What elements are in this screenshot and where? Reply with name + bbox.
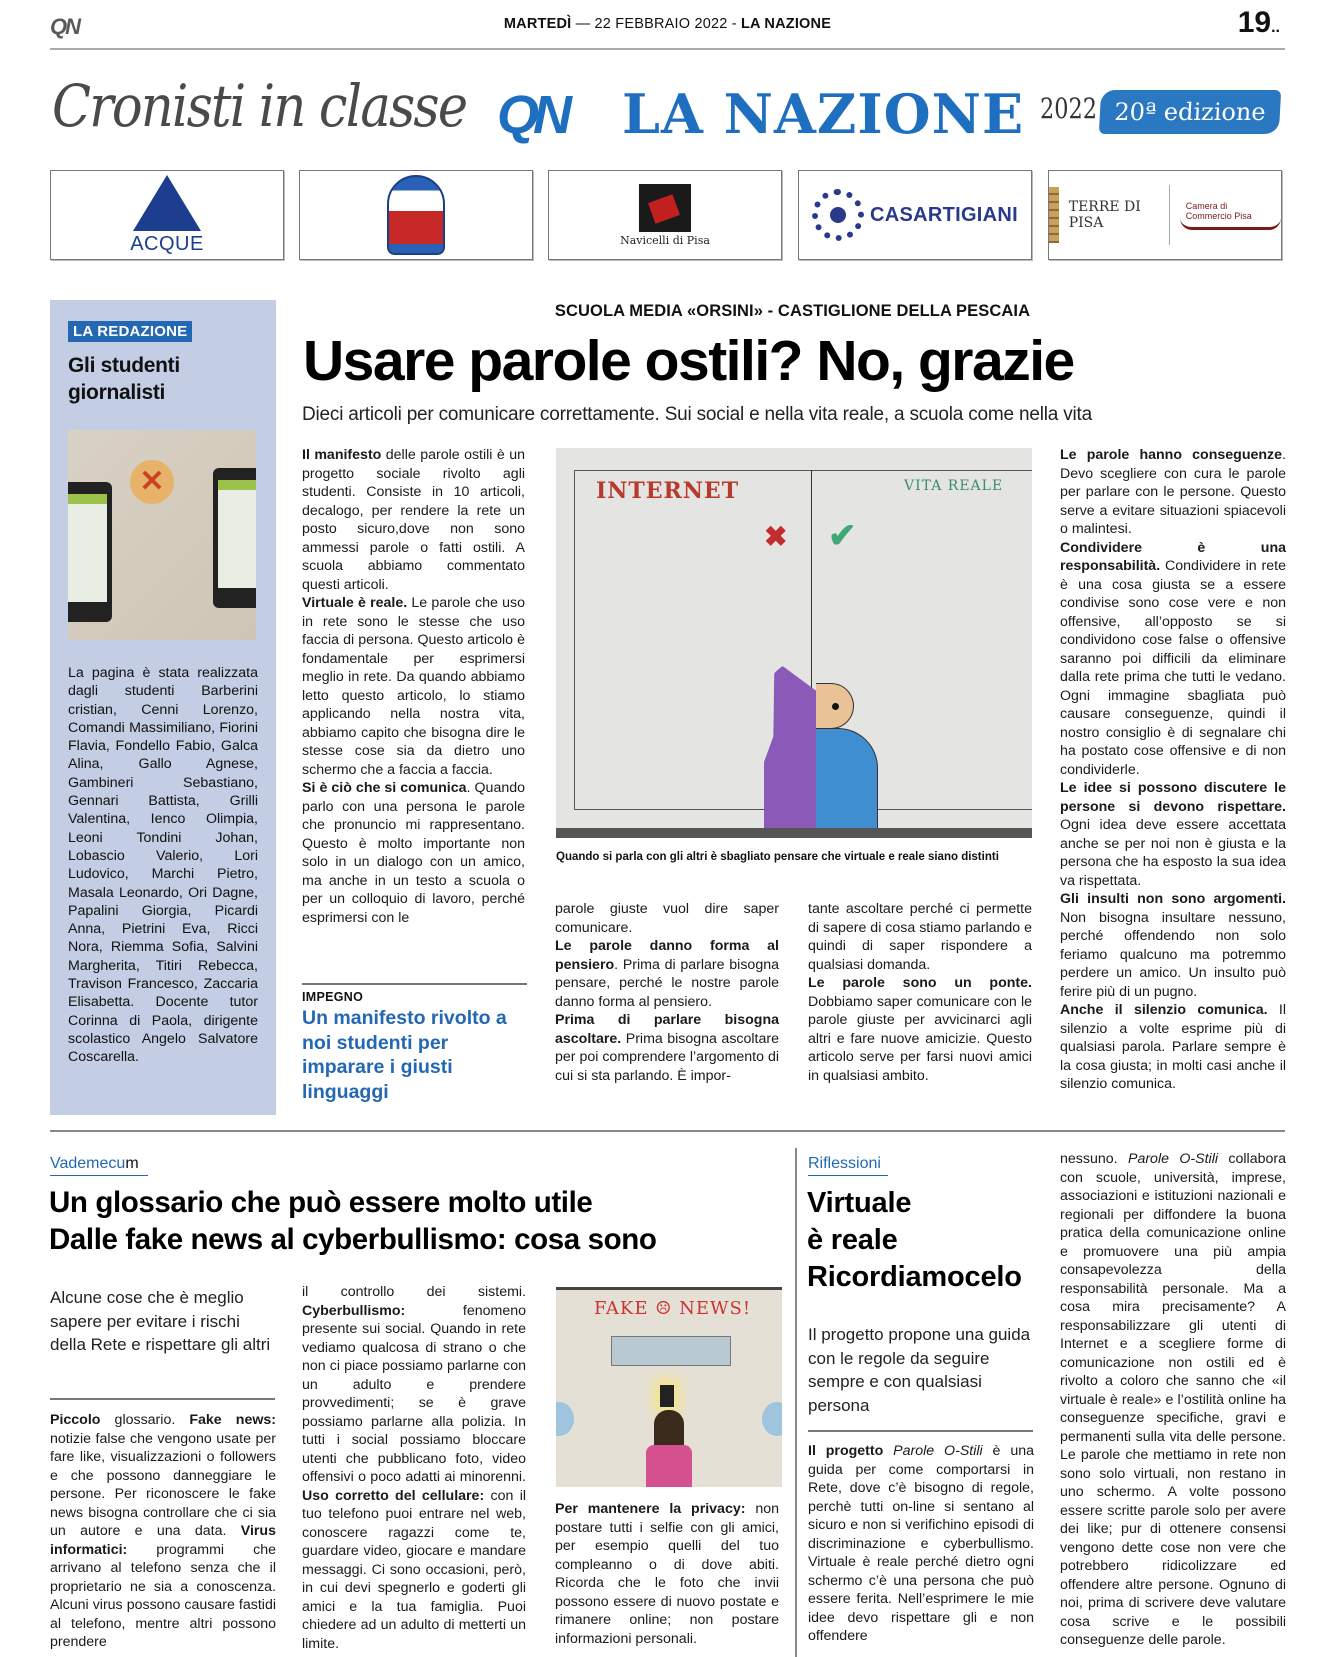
chamber-of-commerce-logo: Camera di Commercio Pisa <box>1180 201 1281 230</box>
phone-icon <box>660 1385 674 1407</box>
checkmark-icon: ✔ <box>828 517 857 555</box>
article-kicker: SCUOLA MEDIA «ORSINI» - CASTIGLIONE DELLA PESCAIA <box>554 302 1031 320</box>
phone-drawing-icon <box>68 482 112 622</box>
article-column-1: Il manifesto delle parole ostili è un progetto sociale rivolto agli studenti. Consiste in 10 articoli, decalogo, per rendere la rete un posto sicuro,dove non sono ammessi parole o fatti ostili. A scuola abbiamo commentato questi articoli. Virtuale è reale. Le parole che uso in rete sono le stesse che uso faccia di persona. Questo articolo è fondamentale per esprimersi meglio in rete. Da quando abbiamo letto questo articolo, lo stiamo applicando nella nostra vita, abbiamo capito che bisogna dire le stesse cose sia da dietro uno schermo che a faccia a faccia. Si è ciò che si comunica. Quando parlo con una persona le parole che pronuncio mi rappresentano. Questo è molto importante non solo in un dialogo con un amico, ma anche in un testo a scuola o per un colloquio di lavoro, perché esprimersi con le <box>302 447 526 926</box>
sidebar-photo <box>68 430 256 640</box>
section-label-riflessioni: Riflessioni <box>808 1155 881 1172</box>
leaning-tower-logo-icon <box>1049 187 1059 243</box>
edition-year: 2022 <box>1040 92 1098 125</box>
article-column-2: parole giuste vuol dire saper comunicare. Le parole danno forma al pensiero. Prima di parlare bisogna pensare, perché le nostre parole danno forma al pensiero. Prima di parlare bisogna ascoltare. Prima bisogna ascoltare per poi comprendere l’argomento di cui si sta parlando. È impor- <box>555 901 779 1084</box>
article-column-4: Le parole hanno conseguenze. Devo scegliere con cura le parole per parlare con le persone. Questo serve a evitare situazioni spiacevoli o malintesi. Condividere è una responsabilità. Condividere in rete è una cosa giusta se a essere condivise sono cose vere e non offensive, all’opposto se si condividono cose false o offensive saranno poi difficili da eliminare dalla rete prima che tutti le vedano. Ogni immagine sbagliata può causare conseguenze, quindi il nostro consiglio è di segnalare chi ha postato cose offensive e di non condividerle. Le idee si possono discutere le persone si devono rispettare. Ogni idea deve essere accettata anche se per noi non è giusta e la persona che ha esposto la sua idea va rispettata. Gli insulti non sono argomenti. Non bisogna insultare nessuno, perché offendendo non solo feriamo qualcuno ma potremmo perdere un amico. Un insulto può ferire più di un pugno. Anche il silenzio comunica. Il silenzio a volte esprime più di qualsiasi parola. Parlare sempre è la cosa giusta; in molti casi anche il silenzio comunica. <box>1060 447 1286 1092</box>
sidebar-title: Gli studenti giornalisti <box>68 354 180 404</box>
edition-badge: 20ª edizione <box>1099 90 1281 134</box>
article-headline: Usare parole ostili? No, grazie <box>303 329 1074 393</box>
page-number: 19.. <box>1237 6 1280 39</box>
phone-drawing-icon <box>213 468 256 608</box>
triangle-wave-logo-icon <box>133 175 201 231</box>
weekday: MARTEDÌ <box>503 16 572 32</box>
reflections-intro: Il progetto propone una guida con le regole da seguire sempre e con qualsiasi persona <box>808 1325 1031 1415</box>
x-mark-icon: ✕ <box>130 460 174 504</box>
pullquote-label: IMPEGNO <box>302 990 364 1004</box>
glossary-column-2: il controllo dei sistemi. Cyberbullismo: fenomeno presente sui social. Quando in rete vediamo qualcosa di strano o che non ci piace possiamo parlarne con un adulto e prendere provvedimenti; se è grave possiamo parlarne alla polizia. In tutti i social possiamo bloccare utenti che pubblicano foto, video offensivi o poco adatti ai minorenni. Uso corretto del cellulare: con il tuo telefono puoi entrare nel web, conoscere ragazzi come te, guardare video, giocare e mandare messaggi. Ci sono occasioni, però, in cui devi spegnerlo e goderti gli amici e la tua famiglia. Puoi chiedere ad un adulto di metterti un limite. <box>302 1284 527 1652</box>
glossary-intro: Alcune cose che è meglio sapere per evitare i rischi della Rete e rispettare gli altri <box>50 1288 271 1354</box>
sponsor-golf-club <box>299 170 533 260</box>
paper-name: LA NAZIONE <box>741 16 832 32</box>
column-divider <box>795 1148 797 1657</box>
pullquote-text: Un manifesto rivolto a noi studenti per imparare i giusti linguaggi <box>302 1007 507 1103</box>
article-photo: INTERNET VITA REALE ✖ ✔ <box>556 448 1032 838</box>
glossary-column-1: Piccolo glossario. Fake news: notizie false che vengono usate per fare like, visualizzazioni o followers e che possono danneggiare le persone. Per riconoscere le fake news bisogna controllare che ci sia un autore e una data. Virus informatici: programmi che arrivano al telefono senza che il proprietario ne sia a conoscenza. Alcuni virus possono causare fastidi al telefono, mentre altri possono prendere <box>50 1412 276 1650</box>
navicelli-logo-icon <box>639 184 691 232</box>
qn-logo: QN <box>497 85 566 145</box>
sponsor-casartigiani: CASARTIGIANI <box>798 170 1032 260</box>
girl-figure <box>646 1445 692 1487</box>
sponsor-terre-di-pisa: TERRE DI PISA Camera di Commercio Pisa <box>1048 170 1282 260</box>
section-badge: LA REDAZIONE <box>68 321 192 342</box>
sponsor-acque: ACQUE <box>50 170 284 260</box>
glossary-headline: Un glossario che può essere molto utile Dalle fake news al cyberbullismo: cosa sono <box>49 1186 657 1256</box>
issue-date: 22 FEBBRAIO 2022 <box>594 16 728 32</box>
fake-news-photo: FAKE ☹ NEWS! <box>556 1287 782 1487</box>
qn-small-logo: QN <box>50 14 79 39</box>
ship-wheel-logo-icon <box>812 189 864 241</box>
glossary-column-3: Per mantenere la privacy: non postare tutti i selfie con gli amici, per esempio quelli del tuo compleanno o di dove abiti. Ricorda che le foto che invii possono essere di nuovo postate e rimanere online; non postare informazioni personali. <box>555 1501 779 1647</box>
newspaper-logo: LA NAZIONE <box>622 82 1025 146</box>
article-subhead: Dieci articoli per comunicare correttamente. Sui social e nella vita reale, a scuola come nella vita <box>302 404 1092 425</box>
header-divider <box>50 48 1285 50</box>
pullquote-divider <box>302 983 527 985</box>
reflections-column-2: nessuno. Parole O-Stili collabora con scuole, università, imprese, associazioni e istituzioni nazionali e regionali per diffondere la buona pratica della comunicazione online e promuovere una più ampia consapevolezza della responsabilità personale. Ma a cosa mira precisamente? A responsabilizzare gli utenti di Internet e a scegliere forme di comunicazione non ostili ed è rivolto a coloro che sanno che «il virtuale è reale» e l’ostilità online ha conseguenze specifiche, gravi e permanenti sulla vita delle persone. Le parole che mettiamo in rete non sono solo virtuali, non restano in uno schermo. A volte possono essere scritte parole solo per avere dei like; pur di ottenere consensi vengono dette cose non vere che potrebbero ridicolizzare ed offendere altre persone. Ognuno di noi, prima di scrivere deve valutare cosa scrive e le possibili conseguenze delle parole. <box>1060 1151 1286 1648</box>
person-body <box>816 728 878 830</box>
reflections-headline: Virtuale è reale Ricordiamocelo <box>807 1187 1022 1293</box>
dateline: MARTEDÌ — 22 FEBBRAIO 2022 - LA NAZIONE <box>503 16 832 32</box>
photo-caption: Quando si parla con gli altri è sbagliato pensare che virtuale e reale siano distinti <box>556 851 999 863</box>
crest-logo-icon <box>387 175 445 255</box>
section-label-vademecum: Vademecum <box>50 1155 139 1172</box>
sponsor-navicelli: Navicelli di Pisa <box>548 170 782 260</box>
article-column-3: tante ascoltare perché ci permette di sapere di cosa stiamo parlando e quindi di saper rispondere a qualsiasi domanda. Le parole sono un ponte. Dobbiamo saper comunicare con le parole giuste per avvicinarci agli altri e fare nuove amicizie. Questo articolo serve per farsi nuovi amici in qualsiasi ambito. <box>808 901 1032 1084</box>
masthead-title: Cronisti in classe <box>52 72 467 140</box>
x-mark-icon: ✖ <box>764 521 788 552</box>
section-divider <box>50 1130 1285 1132</box>
reflections-column-1: Il progetto Parole O-Stili è una guida per come comportarsi in Rete, dove c’è bisogno di regole, perchè tutti on-line si sentano al sicuro e non si verifichino episodi di discriminazione e cyberbullismo. Virtuale è reale perché dietro ogni schermo c’è una persona che può essere ferita. Nell’esprimere le mie idee devo rispettare gli e non offendere <box>808 1443 1034 1644</box>
student-credits: La pagina è stata realizzata dagli studenti Barberini cristian, Cenni Lorenzo, Comandi Massimiliano, Fiorini Flavia, Fondello Fabio, Galca Alina, Gallo Agnese, Gambineri Sebastiano, Gennari Battista, Grilli Valentina, Ienco Olimpia, Leoni Tondini Johan, Lobascio Valerio, Lori Ludovico, Marchi Pietro, Masala Leonardo, Ori Dagne, Papalini Giorgia, Picardi Anna, Pietrini Eva, Ricci Nora, Riemma Sofia, Salvini Margherita, Titiri Rebecca, Travison Francesco, Zaccaria Elisabetta. Docente tutor Corinna di Paola, dirigente scolastico Angelo Salvatore Coscarella. <box>68 665 258 1066</box>
